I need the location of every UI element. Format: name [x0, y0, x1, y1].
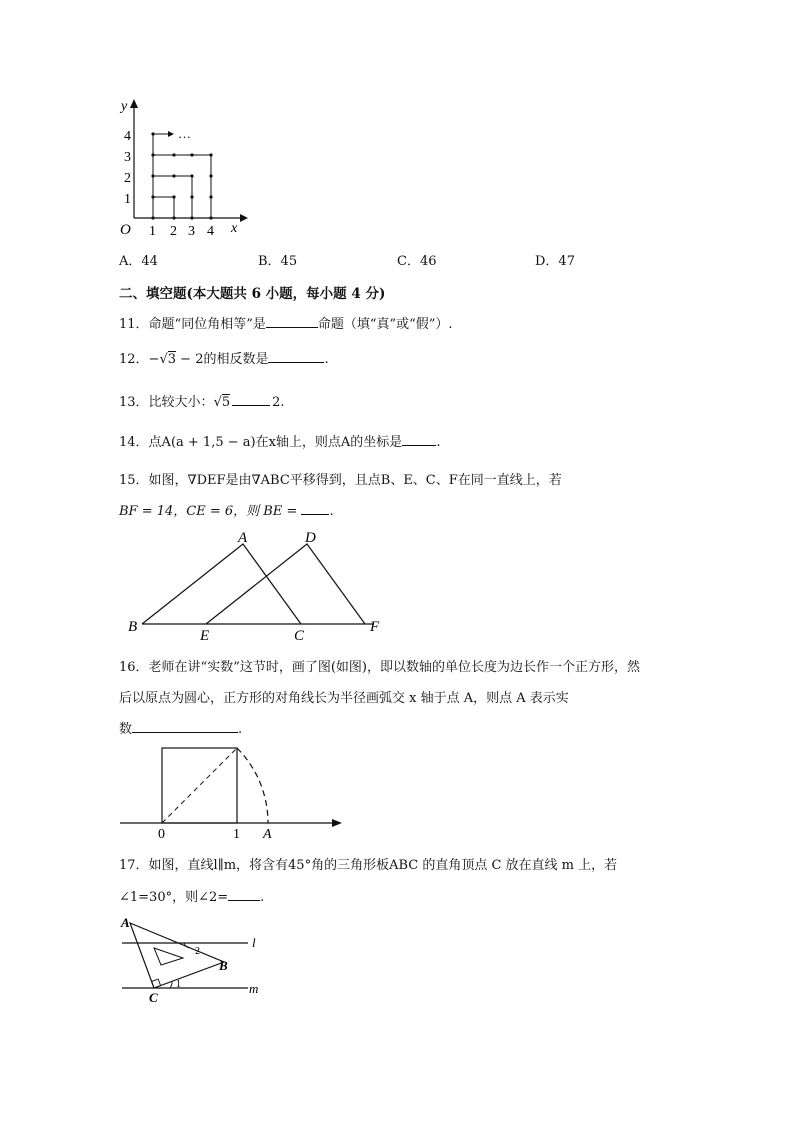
path-segment-3	[153, 155, 211, 218]
q16-text-line1: 老师在讲“实数”这节时，画了图(如图)，即以数轴的单位长度为边长作一个正方形，然	[148, 660, 640, 675]
choice-a[interactable]: A．44	[119, 254, 158, 269]
question-14	[119, 431, 440, 450]
q15-answer-blank[interactable]	[301, 502, 329, 515]
question-15-line2	[119, 500, 334, 519]
question-12	[119, 348, 329, 367]
q11-answer-blank[interactable]	[266, 315, 318, 328]
choice-b[interactable]: B．45	[258, 254, 298, 269]
x-tick-2: 2	[170, 224, 177, 236]
question-15-line1	[119, 469, 562, 488]
label-c: C	[294, 628, 305, 643]
triangle-inner-hole	[154, 948, 183, 965]
label-d: D	[305, 530, 316, 546]
q14-answer-blank[interactable]	[402, 433, 436, 446]
q12-sqrt-sign: √	[159, 352, 168, 367]
y-tick-4: 4	[124, 129, 131, 144]
y-tick-1: 1	[124, 192, 131, 207]
q12-expr-rest: − 2	[176, 352, 204, 367]
question-16-line1	[119, 656, 640, 675]
q12-answer-blank[interactable]	[268, 350, 324, 363]
question-16-line3	[119, 718, 242, 737]
section-title: 二、填空题(本大题共 6 小题，每小题 4 分)	[119, 286, 386, 302]
label-b: B	[128, 619, 138, 635]
translated-triangles-figure	[120, 528, 390, 643]
y-tick-3: 3	[124, 150, 131, 165]
q14-number: 14．	[119, 435, 149, 450]
q11-number: 11．	[119, 317, 149, 332]
number-line-arrow	[332, 819, 342, 827]
q15-end: .	[329, 504, 334, 519]
y-axis-label: y	[121, 99, 128, 114]
label-c: C	[149, 990, 158, 1005]
q17-answer-blank[interactable]	[228, 888, 260, 901]
label-angle-2: 2	[195, 946, 200, 957]
q11-text-post: 命题（填“真”或“假”）.	[317, 317, 453, 332]
q17-end: .	[260, 890, 265, 905]
label-a: A	[121, 915, 130, 930]
q17-text-line2: ∠1=30°，则∠2=	[119, 890, 229, 905]
square-diagonal	[162, 748, 237, 823]
q14-text-pre: 点A	[148, 435, 171, 450]
x-axis-arrow	[240, 214, 248, 222]
q15-text-line1: 如图，∇DEF是由∇ABC平移得到，且点B、E、C、F在同一直线上，若	[148, 473, 562, 488]
q16-end: .	[238, 722, 243, 737]
path-arrow	[168, 131, 174, 137]
q11-text-pre: 命题“同位角相等”是	[148, 317, 266, 332]
x-tick-1: 1	[149, 224, 156, 236]
q13-number: 13．	[119, 395, 149, 410]
q14-end: .	[436, 435, 441, 450]
path-grid-figure	[112, 96, 252, 236]
question-17-line1	[119, 854, 617, 873]
q13-answer-blank[interactable]	[232, 393, 270, 406]
q12-text: 的相反数是	[203, 352, 269, 367]
label-line-m: m	[249, 981, 259, 996]
q13-sqrt-sign: √	[213, 395, 222, 410]
q12-end: .	[324, 352, 329, 367]
q13-radicand: 5	[221, 395, 231, 410]
set-square-parallel-lines-figure	[116, 910, 266, 1010]
label-a: A	[238, 530, 248, 546]
label-f: F	[370, 619, 380, 635]
q13-text-post: 2.	[272, 395, 285, 410]
label-one: 1	[233, 827, 240, 841]
y-tick-2: 2	[124, 171, 131, 186]
label-b: B	[219, 958, 228, 973]
question-16-line2: 后以原点为圆心，正方形的对角线长为半径画弧交 x 轴于点 A，则点 A 表示实	[119, 691, 569, 706]
origin-label: O	[120, 222, 131, 236]
q14-text-mid: 在x轴上，则点A的坐标是	[255, 435, 403, 450]
q12-minus: −	[148, 352, 160, 367]
path-segment-1	[153, 197, 174, 218]
q16-answer-blank[interactable]	[132, 720, 238, 733]
number-line-square-figure	[118, 743, 350, 841]
q15-number: 15．	[119, 473, 149, 488]
question-11	[119, 313, 453, 332]
q17-text-line1: 如图，直线l∥m，将含有45°角的三角形板ABC 的直角顶点 C 放在直线 m 上，若	[148, 858, 618, 873]
x-tick-3: 3	[188, 224, 195, 236]
label-angle-1: 1	[176, 979, 181, 990]
choice-c[interactable]: C．46	[397, 254, 437, 269]
q14-coord: (a + 1,5 − a)	[170, 435, 256, 450]
q16-text-line3: 数	[119, 722, 133, 737]
label-point-a: A	[263, 827, 272, 841]
x-tick-4: 4	[207, 224, 214, 236]
ellipsis-label: …	[178, 126, 191, 141]
triangle-def	[206, 544, 365, 624]
q17-number: 17．	[119, 858, 149, 873]
label-e: E	[200, 628, 210, 643]
radius-arc	[237, 748, 268, 823]
y-axis-arrow	[130, 99, 138, 108]
q12-radicand: 3	[167, 352, 177, 367]
q16-number: 16．	[119, 660, 149, 675]
question-13	[119, 391, 285, 410]
question-17-line2	[119, 886, 264, 905]
q15-text-line2: BF = 14，CE = 6，则 BE =	[119, 504, 302, 519]
q13-text-pre: 比较大小：	[148, 395, 214, 410]
label-line-l: l	[252, 935, 256, 950]
choice-d[interactable]: D．47	[535, 254, 575, 269]
x-axis-label: x	[231, 221, 238, 236]
q12-number: 12．	[119, 352, 149, 367]
path-segment-4	[153, 134, 170, 155]
label-zero: 0	[158, 827, 165, 841]
